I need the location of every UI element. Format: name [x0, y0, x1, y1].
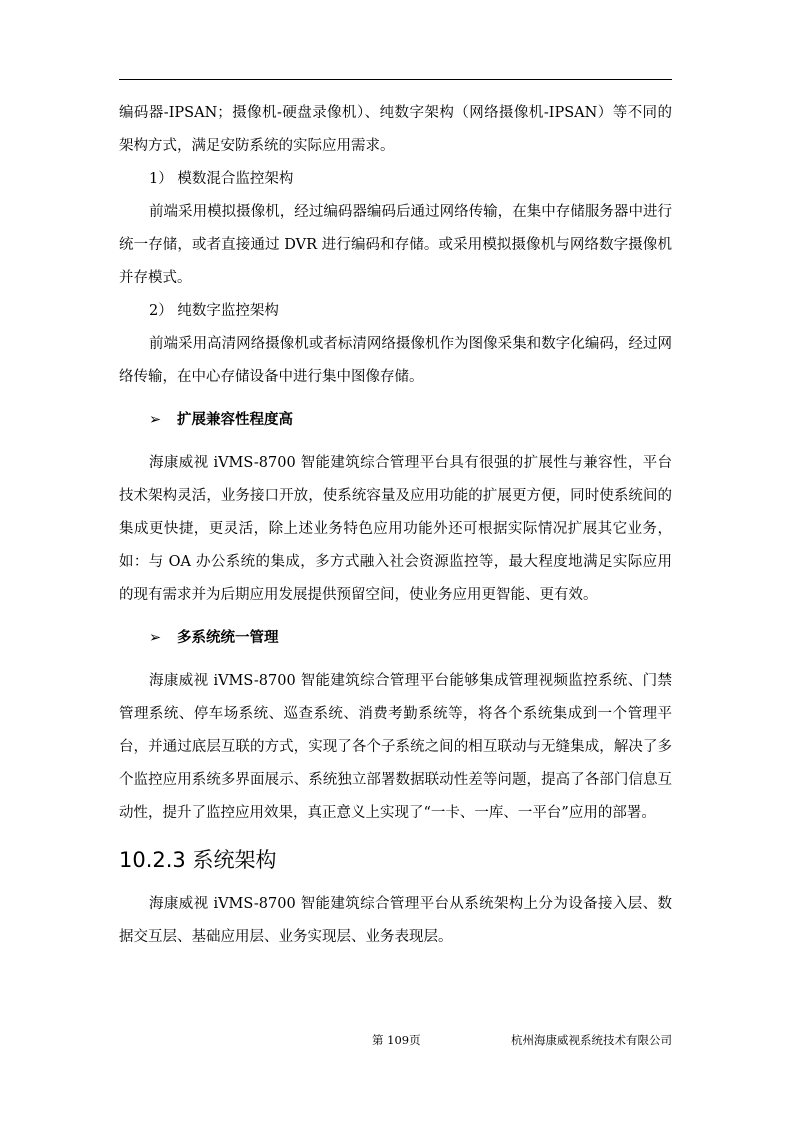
paragraph-digital: 前端采用高清网络摄像机或者标清网络摄像机作为图像采集和数字化编码，经过网络传输，在中心存储设备中进行集中图像存储。	[119, 336, 672, 385]
arrow-bullet-icon: ➢	[149, 630, 162, 646]
section-heading: 10.2.3 系统架构	[119, 848, 277, 872]
paragraph-intro: 编码器-IPSAN；摄像机-硬盘录像机）、纯数字架构（网络摄像机-IPSAN）等不同的架构方式，满足安防系统的实际应用需求。	[119, 105, 672, 154]
company-name: 杭州海康威视系统技术有限公司	[511, 1033, 672, 1047]
list-item-digital-architecture: 2） 纯数字监控架构	[149, 303, 279, 319]
paragraph-system-architecture: 海康威视 iVMS-8700 智能建筑综合管理平台从系统架构上分为设备接入层、数据交互层、基础应用层、业务实现层、业务表现层。	[119, 896, 672, 945]
page-number: 第 109页	[372, 1033, 421, 1047]
paragraph-extensibility: 海康威视 iVMS-8700 智能建筑综合管理平台具有很强的扩展性与兼容性，平台技术架构灵活，业务接口开放，使系统容量及应用功能的扩展更方便，同时使系统间的集成更快捷，更灵活，除上述业务特色应用功能外还可根据实际情况扩展其它业务，如：与 OA 办公系统的集成，多方式融入社会资源监控等，最大程度地满足实际应用的现有需求并为后期应用发展提供预留空间，使业务应用更智能、更有效。	[119, 455, 672, 603]
list-item-hybrid-architecture: 1） 模数混合监控架构	[149, 171, 294, 187]
arrow-bullet-icon: ➢	[149, 412, 162, 428]
bullet-heading-text: 扩展兼容性程度高	[177, 412, 293, 428]
bullet-heading-extensibility	[119, 404, 672, 437]
paragraph-unified-management: 海康威视 iVMS-8700 智能建筑综合管理平台能够集成管理视频监控系统、门禁管理系统、停车场系统、巡查系统、消费考勤系统等，将各个系统集成到一个管理平台，并通过底层互联的方式，实现了各个子系统之间的相互联动与无缝集成，解决了多个监控应用系统多界面展示、系统独立部署数据联动性差等问题，提高了各部门信息互动性，提升了监控应用效果，真正意义上实现了“一卡、一库、一平台”应用的部署。	[119, 673, 672, 821]
page-footer	[119, 1032, 672, 1052]
bullet-heading-unified-management	[119, 622, 672, 655]
paragraph-hybrid: 前端采用模拟摄像机，经过编码器编码后通过网络传输，在集中存储服务器中进行统一存储，或者直接通过 DVR 进行编码和存储。或采用模拟摄像机与网络数字摄像机并存模式。	[119, 204, 672, 286]
header-rule	[119, 79, 672, 80]
document-body	[119, 97, 672, 954]
bullet-heading-text: 多系统统一管理	[177, 630, 279, 646]
